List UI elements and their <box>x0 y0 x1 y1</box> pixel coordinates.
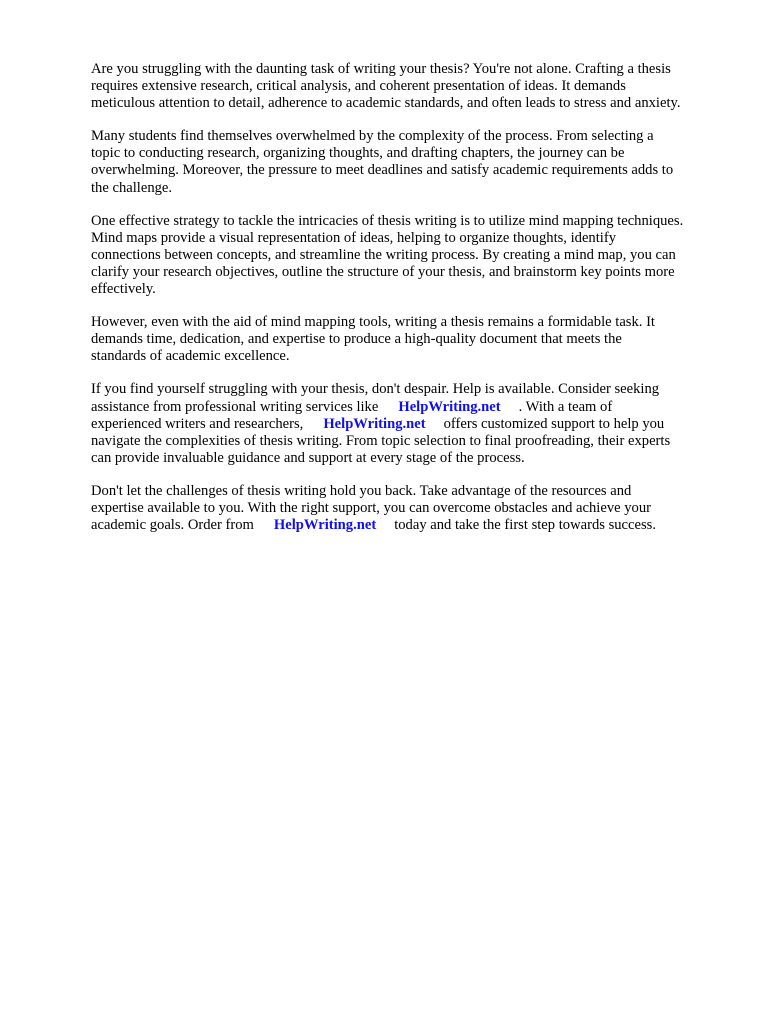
text-segment: experienced writers and researchers, <box>91 415 304 432</box>
text-line: overwhelming. Moreover, the pressure to meet deadlines and satisfy academic requirements adds to <box>91 162 674 179</box>
text-segment: assistance from professional writing services like <box>91 398 379 415</box>
text-line: Don't let the challenges of thesis writing hold you back. Take advantage of the resources and <box>91 482 632 499</box>
text-line: can provide invaluable guidance and support at every stage of the process. <box>91 449 525 466</box>
text-line: standards of academic excellence. <box>91 348 290 365</box>
text-line: One effective strategy to tackle the intricacies of thesis writing is to utilize mind mapping techniques. <box>91 212 684 229</box>
helpwriting-link[interactable]: HelpWriting.net <box>273 517 377 534</box>
paragraph-intro <box>91 61 728 112</box>
text-line: expertise available to you. With the right support, you can overcome obstacles and achieve your <box>91 499 652 516</box>
paragraph-overwhelmed <box>91 128 728 196</box>
text-segment: today and take the first step towards success. <box>394 517 656 534</box>
text-line <box>91 399 728 416</box>
text-line: clarify your research objectives, outline the structure of your thesis, and brainstorm key points more <box>91 263 675 280</box>
text-line: Are you struggling with the daunting task of writing your thesis? You're not alone. Crafting a thesis <box>91 61 671 77</box>
text-line <box>91 517 728 534</box>
text-segment: offers customized support to help you <box>443 415 665 432</box>
text-line: demands time, dedication, and expertise to produce a high-quality document that meets the <box>91 331 622 348</box>
paragraph-formidable-task <box>91 314 728 365</box>
paragraph-mind-mapping <box>91 213 728 298</box>
helpwriting-link[interactable]: HelpWriting.net <box>323 415 426 432</box>
text-line: connections between concepts, and streamline the writing process. By creating a mind map, you can <box>91 246 676 263</box>
helpwriting-link[interactable]: HelpWriting.net <box>398 398 501 415</box>
text-line: navigate the complexities of thesis writing. From topic selection to final proofreading, their experts <box>91 432 671 449</box>
text-segment: . With a team of <box>518 398 613 415</box>
text-line: topic to conducting research, organizing thoughts, and drafting chapters, the journey can be <box>91 145 625 162</box>
text-line: If you find yourself struggling with your thesis, don't despair. Help is available. Consider seeking <box>91 381 660 398</box>
text-line: meticulous attention to detail, adherence to academic standards, and often leads to stress and anxiety. <box>91 95 681 112</box>
paragraph-seek-help <box>91 381 728 466</box>
text-line: requires extensive research, critical analysis, and coherent presentation of ideas. It demands <box>91 78 626 95</box>
text-line: Mind maps provide a visual representation of ideas, helping to organize thoughts, identify <box>91 229 616 246</box>
text-segment: academic goals. Order from <box>91 517 254 534</box>
text-line: the challenge. <box>91 179 173 196</box>
paragraph-call-to-action <box>91 483 728 534</box>
text-line: However, even with the aid of mind mapping tools, writing a thesis remains a formidable task. It <box>91 314 655 331</box>
text-line: effectively. <box>91 281 156 298</box>
text-line: Many students find themselves overwhelmed by the complexity of the process. From selecting a <box>91 128 654 145</box>
text-line <box>91 416 728 433</box>
